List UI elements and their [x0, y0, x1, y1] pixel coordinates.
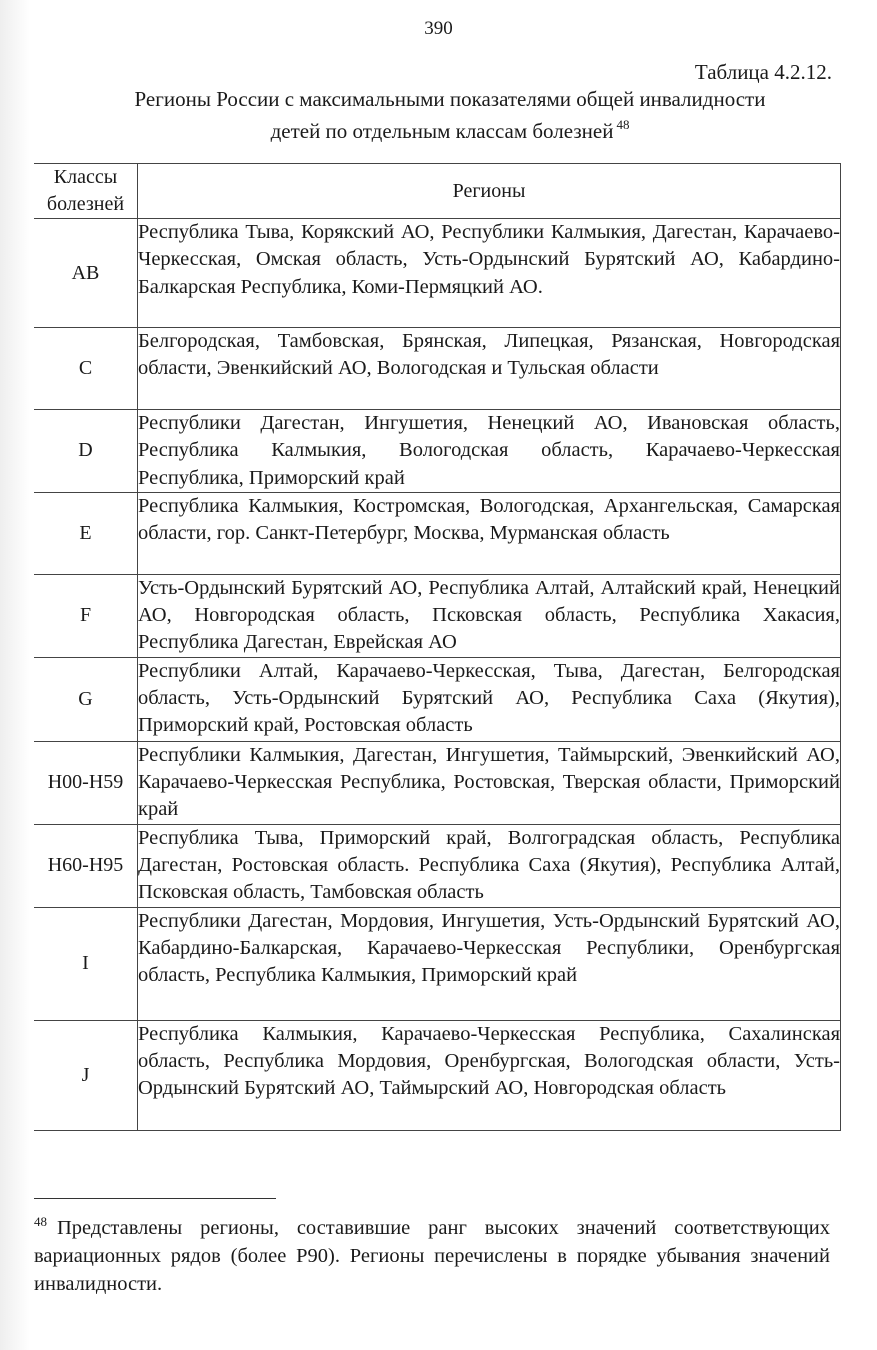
disease-class-code: J: [34, 1020, 138, 1130]
disease-class-code: AB: [34, 219, 138, 328]
regions-list: Усть-Ордынский Бурятский АО, Республика Алтай, Алтайский край, Ненецкий АО, Новгородская область, Псковская область, Республика Хакасия, Республика Дагестан, Еврейская АО: [138, 574, 841, 657]
table-row: [34, 328, 841, 410]
table-row: [34, 824, 841, 907]
table-title-line-1: Регионы России с максимальными показателями общей инвалидности: [134, 87, 766, 111]
disease-class-code: I: [34, 907, 138, 1020]
page-number: 390: [424, 18, 453, 39]
regions-list: Республики Калмыкия, Дагестан, Ингушетия, Таймырский, Эвенкийский АО, Карачаево-Черкесская Республика, Ростовская, Тверская области, Приморский край: [138, 741, 841, 824]
table-title-line-2-text: детей по отдельным классам болезней: [270, 119, 614, 143]
regions-list: Республика Тыва, Приморский край, Волгоградская область, Республика Дагестан, Ростовская область. Республика Саха (Якутия), Республика Алтай, Псковская область, Тамбовская область: [138, 824, 841, 907]
footnote-separator: [34, 1198, 276, 1199]
disease-class-code: E: [34, 492, 138, 574]
table-row: [34, 741, 841, 824]
regions-list: Республики Алтай, Карачаево-Черкесская, Тыва, Дагестан, Белгородская область, Усть-Ордынский Бурятский АО, Республика Саха (Якутия), Приморский край, Ростовская область: [138, 657, 841, 741]
table-row: [34, 492, 841, 574]
footnote-reference[interactable]: 48: [616, 117, 630, 132]
table-title: [60, 86, 840, 144]
disease-class-code: C: [34, 328, 138, 410]
disease-class-code: G: [34, 657, 138, 741]
column-header-class: Классы болезней: [34, 164, 138, 219]
table-label: Таблица 4.2.12.: [694, 60, 832, 84]
regions-list: Республика Тыва, Корякский АО, Республики Калмыкия, Дагестан, Карачаево-Черкесская, Омская область, Усть-Ордынский Бурятский АО, Кабардино-Балкарская Республика, Коми-Пермяцкий АО.: [138, 219, 841, 328]
disease-class-code: H60-H95: [34, 824, 138, 907]
table-row: [34, 907, 841, 1020]
regions-list: Белгородская, Тамбовская, Брянская, Липецкая, Рязанская, Новгородская области, Эвенкийский АО, Вологодская и Тульская области: [138, 328, 841, 410]
regions-list: Республики Дагестан, Ингушетия, Ненецкий АО, Ивановская область, Республика Калмыкия, Вологодская область, Карачаево-Черкесская Республика, Приморский край: [138, 410, 841, 493]
table-row: [34, 219, 841, 328]
table-row: [34, 657, 841, 741]
column-header-regions: Регионы: [138, 164, 841, 219]
regions-table: [34, 163, 841, 1131]
regions-list: Республика Калмыкия, Карачаево-Черкесская Республика, Сахалинская область, Республика Мордовия, Оренбургская, Вологодская области, Усть-Ордынский Бурятский АО, Таймырский АО, Новгородская область: [138, 1020, 841, 1130]
regions-list: Республика Калмыкия, Костромская, Вологодская, Архангельская, Самарская области, гор. Санкт-Петербург, Москва, Мурманская область: [138, 492, 841, 574]
disease-class-code: D: [34, 410, 138, 493]
regions-list: Республики Дагестан, Мордовия, Ингушетия, Усть-Ордынский Бурятский АО, Кабардино-Балкарская, Карачаево-Черкесская Республики, Оренбургская область, Республика Калмыкия, Приморский край: [138, 907, 841, 1020]
table-row: [34, 410, 841, 493]
disease-class-code: H00-H59: [34, 741, 138, 824]
footnote-text: Представлены регионы, составившие ранг высоких значений соответствующих вариационных рядов (более Р90). Регионы перечислены в порядке убывания значений инвалидности.: [34, 1217, 830, 1295]
page-edge-shadow: [0, 0, 30, 1350]
table-row: [34, 1020, 841, 1130]
footnote: [34, 1208, 830, 1298]
table-title-line-2: [60, 112, 840, 144]
table-row: [34, 574, 841, 657]
footnote-mark: 48: [34, 1214, 47, 1229]
table-header-row: [34, 164, 841, 219]
disease-class-code: F: [34, 574, 138, 657]
